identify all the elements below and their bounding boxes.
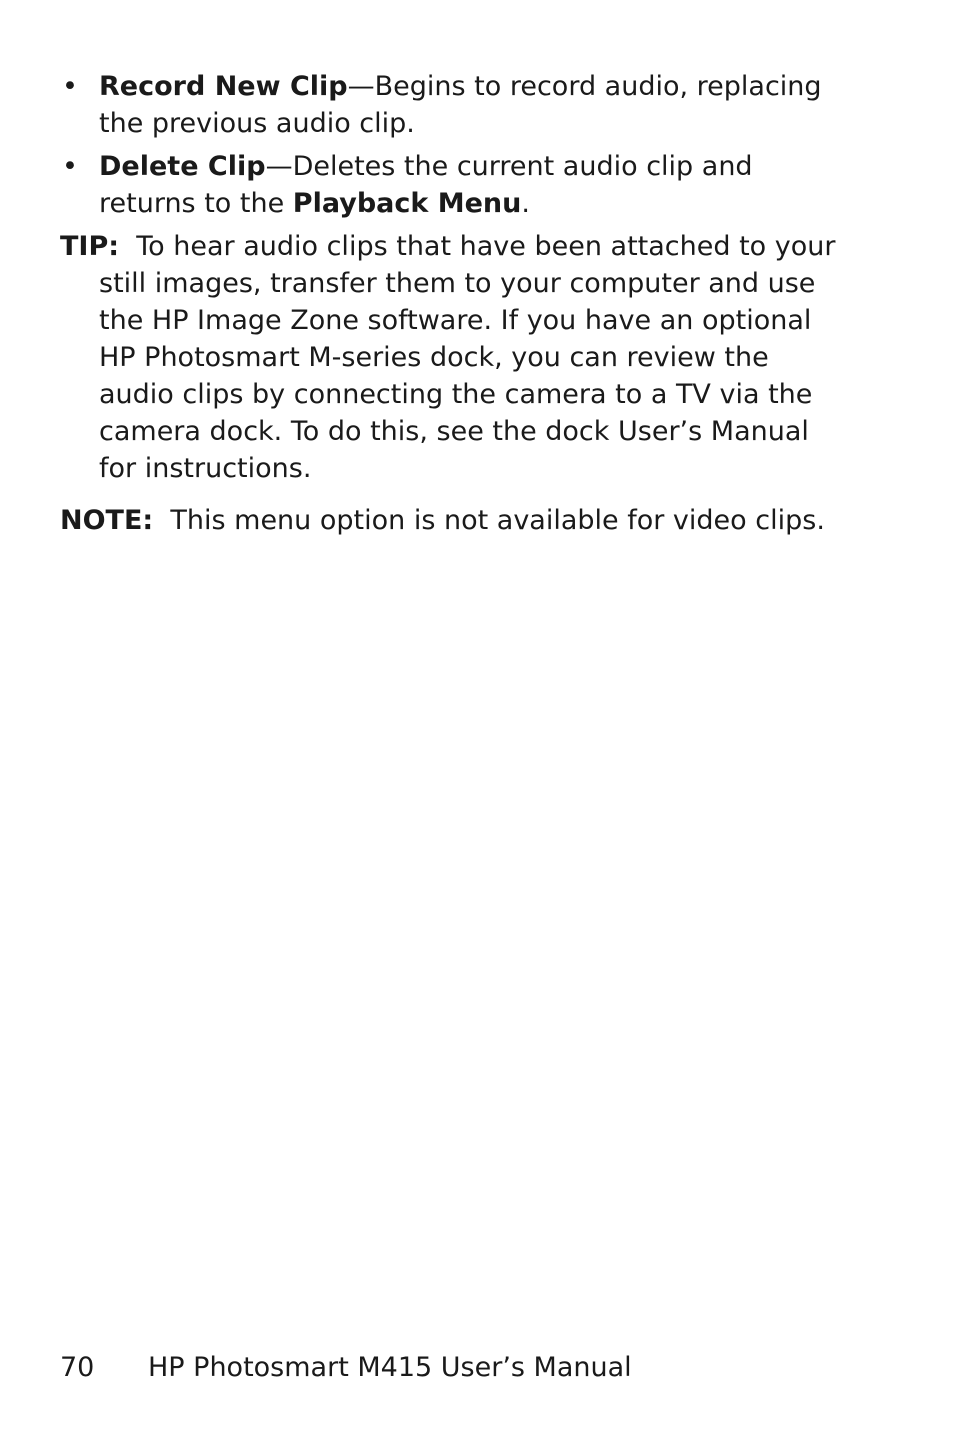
tip-paragraph: [60, 228, 840, 487]
list-item-delete-clip: [60, 148, 840, 222]
bullet-icon: •: [62, 151, 78, 182]
option-term: Delete Clip: [99, 151, 266, 182]
note-text: This menu option is not available for video clips.: [170, 505, 825, 536]
manual-title: HP Photosmart M415 User’s Manual: [148, 1352, 632, 1383]
option-description: —Deletes the current audio clip and returns to the: [99, 151, 753, 219]
bullet-icon: •: [62, 71, 78, 102]
note-paragraph: [60, 502, 840, 539]
tip-text: To hear audio clips that have been attached to your still images, transfer them to your computer and use the HP Image Zone software. If you have an optional HP Photosmart M-series dock, you can review the audio clips by connecting the camera to a TV via the camera dock. To do this, see the dock User’s Manual for instructions.: [99, 231, 836, 484]
page-footer: [60, 1349, 632, 1386]
list-item-record-new-clip: [60, 68, 840, 142]
option-description-end: .: [521, 188, 530, 219]
option-term: Record New Clip: [99, 71, 348, 102]
note-label: NOTE:: [60, 505, 154, 536]
page-body: [60, 68, 840, 539]
page-number: 70: [60, 1352, 95, 1383]
tip-label: TIP:: [60, 231, 120, 262]
option-description: —Begins to record audio, replacing the previous audio clip.: [99, 71, 822, 139]
menu-reference: Playback Menu: [292, 188, 522, 219]
